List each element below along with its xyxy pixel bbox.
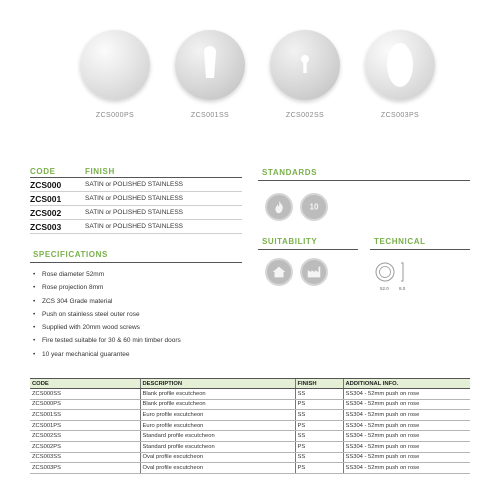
rose-dimension-drawing [370, 258, 420, 300]
finish-cell: PS [295, 399, 343, 410]
finish-cell: PS [295, 463, 343, 474]
code-cell: ZCS003PS [30, 463, 140, 474]
code-finish-row [30, 206, 242, 220]
description-cell: Standard profile escutcheon [140, 441, 295, 452]
product-images [60, 30, 450, 130]
code-cell: ZCS001PS [30, 420, 140, 431]
code-cell: ZCS002 [30, 207, 62, 218]
spec-item: • 10 year mechanical guarantee [33, 348, 253, 361]
house-icon [270, 263, 288, 281]
code-cell: ZCS003SS [30, 452, 140, 463]
svg-text:10: 10 [309, 202, 319, 212]
code-finish-table [30, 166, 242, 234]
description-cell: Standard profile escutcheon [140, 431, 295, 442]
product-table [30, 378, 470, 474]
suitability-divider [258, 249, 358, 250]
technical-drawing [370, 258, 420, 298]
product-zcs001 [165, 30, 255, 119]
product-caption: ZCS000PS [95, 112, 135, 119]
spec-item: • Rose diameter 52mm [33, 268, 253, 281]
factory-icon [305, 263, 323, 281]
table-row [30, 389, 470, 400]
finish-cell: PS [295, 420, 343, 431]
description-cell: Oval profile escutcheon [140, 452, 295, 463]
suitability-heading: SUITABILITY [262, 237, 318, 246]
info-cell: SS304 - 52mm push on rose [343, 452, 470, 463]
code-cell: ZCS002SS [30, 431, 140, 442]
flame-icon [270, 198, 288, 216]
description-cell: Euro profile escutcheon [140, 420, 295, 431]
specifications-heading: SPECIFICATIONS [33, 250, 108, 259]
spec-item: • ZCS 304 Grade material [33, 295, 253, 308]
standards-heading: STANDARDS [262, 168, 318, 177]
code-finish-header [30, 166, 242, 178]
blank-escutcheon-image [80, 30, 150, 100]
code-cell: ZCS003 [30, 221, 62, 232]
ten-year-guarantee-badge [300, 193, 328, 221]
finish-cell: SATIN or POLISHED STAINLESS [85, 195, 184, 202]
info-cell: SS304 - 52mm push on rose [343, 420, 470, 431]
code-cell: ZCS000PS [30, 399, 140, 410]
spec-item: • Fire tested suitable for 30 & 60 min timber doors [33, 334, 253, 347]
code-cell: ZCS000SS [30, 389, 140, 400]
info-cell: SS304 - 52mm push on rose [343, 463, 470, 474]
product-table-header [30, 379, 470, 389]
code-finish-row [30, 192, 242, 206]
code-cell: ZCS000 [30, 179, 62, 190]
description-cell: Oval profile escutcheon [140, 463, 295, 474]
table-row [30, 441, 470, 452]
product-zcs000 [70, 30, 160, 119]
technical-divider [370, 249, 470, 250]
col-header-description: DESCRIPTION [140, 379, 295, 389]
col-header-additional-info: ADDITIONAL INFO. [343, 379, 470, 389]
diameter-label: 52.0 [380, 286, 389, 291]
keyhole-escutcheon-image [270, 30, 340, 100]
product-zcs003 [355, 30, 445, 119]
info-cell: SS304 - 52mm push on rose [343, 399, 470, 410]
table-row [30, 452, 470, 463]
product-zcs002 [260, 30, 350, 119]
info-cell: SS304 - 52mm push on rose [343, 431, 470, 442]
specifications-divider [30, 262, 242, 263]
code-cell: ZCS002PS [30, 441, 140, 452]
description-cell: Blank profile escutcheon [140, 399, 295, 410]
table-row [30, 399, 470, 410]
oval-escutcheon-image [365, 30, 435, 100]
col-header-code: CODE [30, 379, 140, 389]
guarantee-10-icon [305, 198, 323, 216]
finish-header: FINISH [85, 167, 115, 176]
technical-heading: TECHNICAL [374, 237, 426, 246]
finish-cell: PS [295, 441, 343, 452]
residential-doors-badge [265, 258, 293, 286]
specifications-list [33, 268, 253, 361]
code-finish-row [30, 220, 242, 234]
fire-rated-badge [265, 193, 293, 221]
code-cell: ZCS001SS [30, 410, 140, 421]
finish-cell: SS [295, 410, 343, 421]
finish-cell: SATIN or POLISHED STAINLESS [85, 223, 184, 230]
spec-item: • Push on stainless steel outer rose [33, 308, 253, 321]
product-caption: ZCS003PS [380, 112, 420, 119]
code-header: CODE [30, 167, 56, 176]
table-row [30, 410, 470, 421]
info-cell: SS304 - 52mm push on rose [343, 389, 470, 400]
spec-item: • Rose projection 8mm [33, 281, 253, 294]
euro-escutcheon-image [175, 30, 245, 100]
description-cell: Blank profile escutcheon [140, 389, 295, 400]
finish-cell: SATIN or POLISHED STAINLESS [85, 181, 184, 188]
finish-cell: SS [295, 389, 343, 400]
table-row [30, 431, 470, 442]
code-finish-row [30, 178, 242, 192]
finish-cell: SS [295, 452, 343, 463]
projection-label: 8.0 [399, 286, 406, 291]
description-cell: Euro profile escutcheon [140, 410, 295, 421]
spec-item: • Supplied with 20mm wood screws [33, 321, 253, 334]
info-cell: SS304 - 52mm push on rose [343, 441, 470, 452]
finish-cell: SATIN or POLISHED STAINLESS [85, 209, 184, 216]
code-cell: ZCS001 [30, 193, 62, 204]
commercial-doors-badge [300, 258, 328, 286]
product-caption: ZCS002SS [285, 112, 325, 119]
product-caption: ZCS001SS [190, 112, 230, 119]
col-header-finish: FINISH [295, 379, 343, 389]
table-row [30, 420, 470, 431]
table-row [30, 463, 470, 474]
info-cell: SS304 - 52mm push on rose [343, 410, 470, 421]
standards-divider [258, 180, 470, 181]
finish-cell: SS [295, 431, 343, 442]
